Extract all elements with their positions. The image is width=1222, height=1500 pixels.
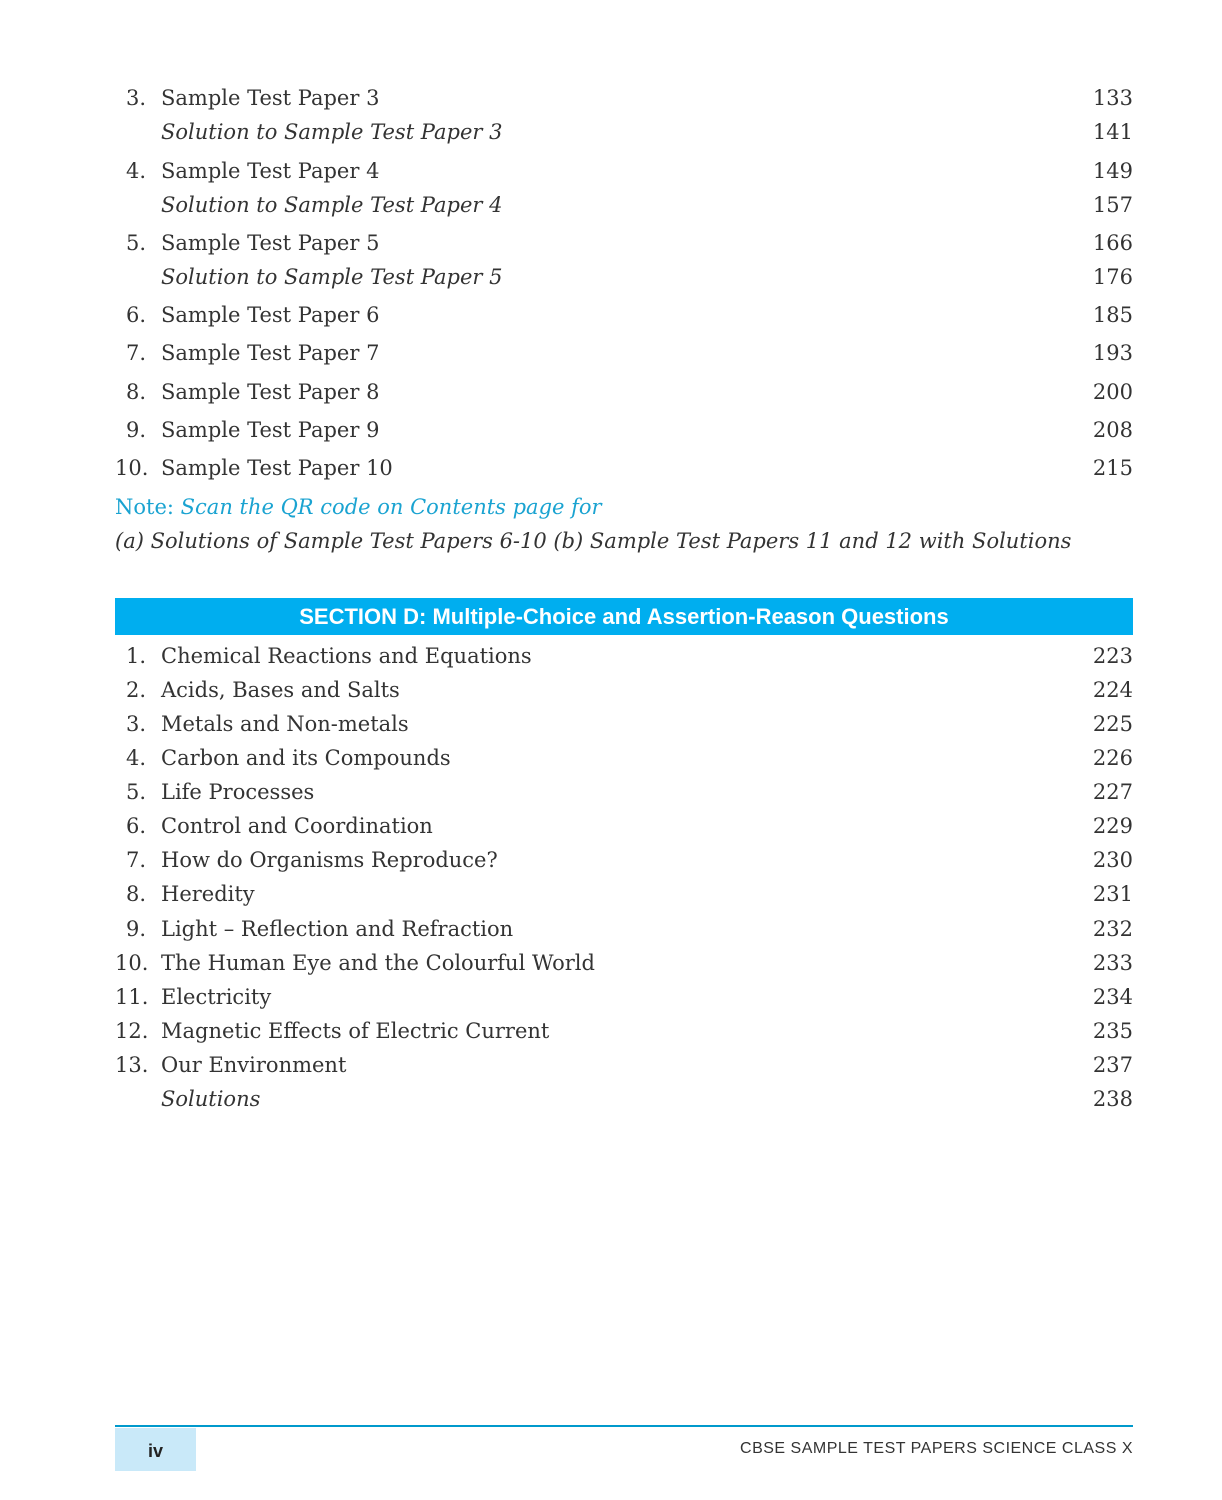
- entry-number: 1.: [125, 644, 146, 668]
- entry-title: Sample Test Paper 8: [161, 380, 380, 404]
- entry-number: 8.: [125, 380, 146, 404]
- toc-sub-entry[interactable]: [115, 115, 1133, 149]
- toc-entry[interactable]: [115, 809, 1133, 843]
- entry-title: Control and Coordination: [161, 814, 433, 838]
- entry-title: Sample Test Paper 6: [161, 303, 380, 327]
- entry-page: 234: [1092, 985, 1133, 1009]
- entry-page: 215: [1092, 456, 1133, 480]
- entry-page: 229: [1092, 814, 1133, 838]
- footer-divider: [115, 1425, 1133, 1427]
- qr-note: [115, 490, 602, 524]
- entry-page: 233: [1092, 951, 1133, 975]
- entry-title: Solution to Sample Test Paper 5: [161, 265, 503, 289]
- entry-title: The Human Eye and the Colourful World: [161, 951, 595, 975]
- entry-page: 235: [1092, 1019, 1133, 1043]
- toc-sub-entry[interactable]: [115, 188, 1133, 222]
- toc-entry[interactable]: [115, 336, 1133, 370]
- toc-entry[interactable]: [115, 980, 1133, 1014]
- entry-page: 227: [1092, 780, 1133, 804]
- entry-title: Metals and Non-metals: [161, 712, 409, 736]
- entry-number: 12.: [115, 1019, 149, 1043]
- entry-page: 185: [1092, 303, 1133, 327]
- toc-entry[interactable]: [115, 298, 1133, 332]
- entry-number: 3.: [125, 712, 146, 736]
- note-text: Scan the QR code on Contents page for: [180, 495, 602, 519]
- entry-title: Sample Test Paper 10: [161, 456, 393, 480]
- toc-entry[interactable]: [115, 775, 1133, 809]
- entry-number: 5.: [125, 231, 146, 255]
- entry-title: Sample Test Paper 9: [161, 418, 380, 442]
- footer-book-title: CBSE SAMPLE TEST PAPERS SCIENCE CLASS X: [740, 1440, 1133, 1457]
- entry-title: Heredity: [161, 882, 255, 906]
- entry-title: Sample Test Paper 5: [161, 231, 380, 255]
- toc-entry[interactable]: [115, 707, 1133, 741]
- note-label: Note:: [115, 495, 174, 519]
- entry-page: 193: [1092, 341, 1133, 365]
- entry-title: Chemical Reactions and Equations: [161, 644, 532, 668]
- toc-entry[interactable]: [115, 1014, 1133, 1048]
- entry-number: 8.: [125, 882, 146, 906]
- toc-entry[interactable]: [115, 375, 1133, 409]
- toc-entry[interactable]: [115, 741, 1133, 775]
- toc-entry[interactable]: [115, 154, 1133, 188]
- entry-page: 223: [1092, 644, 1133, 668]
- toc-entry[interactable]: [115, 81, 1133, 115]
- entry-page: 232: [1092, 917, 1133, 941]
- entry-page: 200: [1092, 380, 1133, 404]
- entry-title: Solutions: [161, 1087, 261, 1111]
- toc-entry[interactable]: [115, 451, 1133, 485]
- qr-note-detail: (a) Solutions of Sample Test Papers 6-10 (b) Sample Test Papers 11 and 12 with Solutions: [115, 529, 1072, 553]
- entry-title: Sample Test Paper 3: [161, 86, 380, 110]
- entry-title: How do Organisms Reproduce?: [161, 848, 498, 872]
- footer-page-number: iv: [115, 1428, 196, 1471]
- entry-page: 224: [1092, 678, 1133, 702]
- entry-page: 166: [1092, 231, 1133, 255]
- entry-page: 208: [1092, 418, 1133, 442]
- entry-number: 4.: [125, 159, 146, 183]
- entry-page: 133: [1092, 86, 1133, 110]
- toc-sub-entry[interactable]: [115, 260, 1133, 294]
- toc-entry[interactable]: [115, 639, 1133, 673]
- entry-page: 231: [1092, 882, 1133, 906]
- toc-entry[interactable]: [115, 946, 1133, 980]
- toc-entry[interactable]: [115, 912, 1133, 946]
- entry-number: 11.: [115, 985, 149, 1009]
- entry-number: 6.: [125, 303, 146, 327]
- entry-page: 176: [1092, 265, 1133, 289]
- toc-entry[interactable]: [115, 673, 1133, 707]
- entry-title: Light – Reflection and Refraction: [161, 917, 514, 941]
- entry-number: 13.: [115, 1053, 149, 1077]
- entry-number: 5.: [125, 780, 146, 804]
- entry-title: Magnetic Effects of Electric Current: [161, 1019, 550, 1043]
- entry-title: Sample Test Paper 4: [161, 159, 380, 183]
- entry-number: 2.: [125, 678, 146, 702]
- entry-number: 3.: [125, 86, 146, 110]
- entry-page: 149: [1092, 159, 1133, 183]
- entry-title: Our Environment: [161, 1053, 347, 1077]
- entry-title: Solution to Sample Test Paper 3: [161, 120, 503, 144]
- toc-entry[interactable]: [115, 226, 1133, 260]
- toc-entry[interactable]: [115, 877, 1133, 911]
- entry-title: Electricity: [161, 985, 272, 1009]
- entry-number: 9.: [125, 418, 146, 442]
- entry-number: 7.: [125, 848, 146, 872]
- entry-number: 7.: [125, 341, 146, 365]
- entry-page: 238: [1092, 1087, 1133, 1111]
- toc-sub-entry[interactable]: [115, 1082, 1133, 1116]
- entry-number: 9.: [125, 917, 146, 941]
- section-d-heading: SECTION D: Multiple-Choice and Assertion-Reason Questions: [115, 598, 1133, 635]
- entry-title: Life Processes: [161, 780, 315, 804]
- toc-entry[interactable]: [115, 413, 1133, 447]
- entry-page: 225: [1092, 712, 1133, 736]
- entry-title: Carbon and its Compounds: [161, 746, 451, 770]
- toc-entry[interactable]: [115, 843, 1133, 877]
- entry-page: 157: [1092, 193, 1133, 217]
- entry-number: 10.: [115, 456, 149, 480]
- toc-entry[interactable]: [115, 1048, 1133, 1082]
- entry-page: 237: [1092, 1053, 1133, 1077]
- entry-title: Acids, Bases and Salts: [161, 678, 400, 702]
- entry-title: Solution to Sample Test Paper 4: [161, 193, 503, 217]
- entry-number: 4.: [125, 746, 146, 770]
- entry-page: 226: [1092, 746, 1133, 770]
- entry-title: Sample Test Paper 7: [161, 341, 380, 365]
- entry-number: 6.: [125, 814, 146, 838]
- entry-number: 10.: [115, 951, 149, 975]
- entry-page: 141: [1092, 120, 1133, 144]
- entry-page: 230: [1092, 848, 1133, 872]
